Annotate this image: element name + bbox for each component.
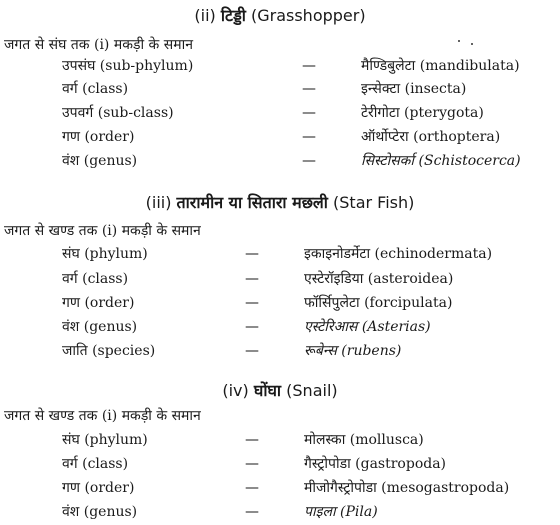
rank-label: संघ (phylum) (62, 432, 148, 448)
section-title-english: (Star Fish) (333, 193, 415, 212)
taxon-value: एस्टेरॉइडिया (asteroidea) (304, 271, 454, 287)
separator-dash: — (302, 129, 316, 145)
separator-dash: — (302, 105, 316, 121)
section-intro: जगत से खण्ड तक (i) मकड़ी के समान (4, 408, 201, 424)
taxon-value: गैस्ट्रोपोडा (gastropoda) (304, 456, 447, 472)
section-heading-grasshopper (0, 6, 560, 26)
section-title-english: (Snail) (286, 381, 338, 400)
taxon-value: रूबेन्स (rubens) (304, 343, 402, 359)
separator-dash: — (245, 480, 259, 496)
taxonomy-row (0, 244, 560, 264)
taxonomy-row (0, 151, 560, 171)
separator-dash: — (245, 319, 259, 335)
taxonomy-row (0, 293, 560, 313)
separator-dash: — (245, 271, 259, 287)
separator-dash: — (245, 343, 259, 359)
rank-label: वर्ग (class) (62, 271, 129, 287)
rank-label: जाति (species) (62, 343, 156, 359)
rank-label: वंश (genus) (62, 319, 138, 335)
taxon-value: फॉर्सिपुलेटा (forcipulata) (304, 295, 453, 311)
print-speck (471, 43, 473, 45)
taxonomy-row (0, 103, 560, 123)
taxonomy-row (0, 317, 560, 337)
section-heading-starfish (0, 193, 560, 213)
taxonomy-row (0, 478, 560, 498)
section-title-hindi: घोंघा (253, 381, 282, 400)
taxon-value: मीजोगैस्ट्रोपोडा (mesogastropoda) (304, 480, 510, 496)
taxon-value: टेरीगोटा (pterygota) (361, 105, 484, 121)
separator-dash: — (302, 153, 316, 169)
separator-dash: — (245, 432, 259, 448)
rank-label: वंश (genus) (62, 504, 138, 520)
rank-label: वंश (genus) (62, 153, 138, 169)
rank-label: गण (order) (62, 480, 135, 496)
taxon-value: इकाइनोडर्मेटा (echinodermata) (304, 246, 493, 262)
rank-label: संघ (phylum) (62, 246, 148, 262)
section-intro: जगत से संघ तक (i) मकड़ी के समान (4, 37, 193, 53)
taxon-value: मोलस्का (mollusca) (304, 432, 424, 448)
rank-label: वर्ग (class) (62, 81, 129, 97)
section-title-hindi: टिड्डी (220, 6, 246, 25)
section-number: (ii) (194, 6, 216, 25)
taxonomy-row (0, 341, 560, 361)
rank-label: गण (order) (62, 129, 135, 145)
taxon-value: इन्सेक्टा (insecta) (361, 81, 467, 97)
separator-dash: — (245, 504, 259, 520)
taxonomy-row (0, 79, 560, 99)
separator-dash: — (302, 58, 316, 74)
separator-dash: — (245, 246, 259, 262)
print-speck (458, 40, 460, 42)
rank-label: वर्ग (class) (62, 456, 129, 472)
taxonomy-row (0, 269, 560, 289)
section-number: (iv) (222, 381, 249, 400)
taxon-value: ऑर्थोप्टेरा (orthoptera) (361, 129, 501, 145)
taxon-value: मैण्डिबुलेटा (mandibulata) (361, 58, 520, 74)
rank-label: उपवर्ग (sub-class) (62, 105, 174, 121)
taxonomy-row (0, 127, 560, 147)
section-heading-snail (0, 381, 560, 401)
taxonomy-row (0, 502, 560, 522)
rank-label: उपसंघ (sub-phylum) (62, 58, 194, 74)
taxon-value: सिस्टोसर्का (Schistocerca) (361, 153, 521, 169)
section-title-english: (Grasshopper) (250, 6, 366, 25)
taxonomy-row (0, 454, 560, 474)
section-title-hindi: तारामीन या सितारा मछली (176, 193, 328, 212)
rank-label: गण (order) (62, 295, 135, 311)
taxonomy-row (0, 430, 560, 450)
taxonomy-row (0, 56, 560, 76)
separator-dash: — (245, 456, 259, 472)
separator-dash: — (302, 81, 316, 97)
taxon-value: एस्टेरिआस (Asterias) (304, 319, 431, 335)
taxon-value: पाइला (Pila) (304, 504, 378, 520)
separator-dash: — (245, 295, 259, 311)
section-intro: जगत से खण्ड तक (i) मकड़ी के समान (4, 223, 201, 239)
section-number: (iii) (145, 193, 172, 212)
